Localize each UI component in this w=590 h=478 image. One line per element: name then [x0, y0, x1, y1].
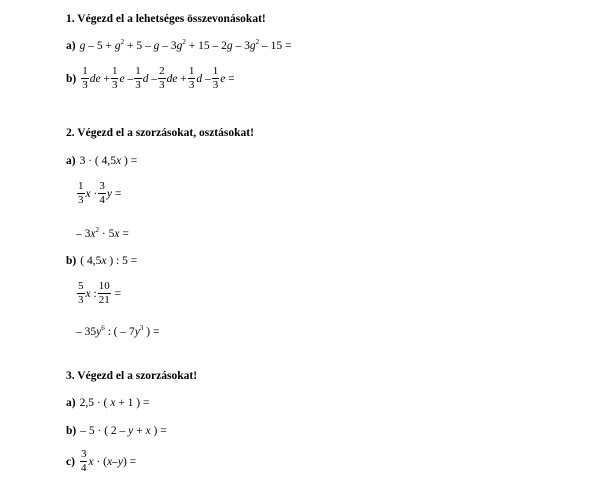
task3-heading: 3. Végezd el a szorzásokat!: [66, 370, 198, 382]
task3-a: [66, 397, 149, 409]
task3-b: [66, 425, 167, 437]
task1-b-label: b): [66, 72, 77, 85]
task1-a-expression: $g - 5 + g^2 + 5 - g - 3g^2 + 15 - 2g - 3g^2 - 15$ =: [79, 38, 292, 52]
task3-a-expression: 2,5 · ( x + 1 ) =: [79, 397, 150, 409]
task2-a-sub2: – $3x^2 \cdot 5x$ =: [76, 226, 129, 240]
task3-c-label: c): [66, 455, 75, 468]
task2-b-sub2: – $35y^6$ : ( – $7y^3$ ) =: [76, 324, 160, 338]
task2-a-label: a): [66, 155, 76, 167]
task2-heading: 2. Végezd el a szorzásokat, osztásokat!: [66, 127, 254, 139]
task3-b-expression: – 5 · ( 2 – y + x ) =: [80, 425, 167, 437]
task2-a-sub1: $\frac{1}{3}$ x · $\frac{3}{4}$ y =: [78, 180, 122, 206]
task2-b-expression: ( 4,5x ) : 5 =: [80, 255, 138, 267]
task3-c: [66, 449, 136, 474]
task2-b-sub1: $\frac{5}{3}$ x : $\frac{10}{21}$ =: [78, 280, 122, 306]
task2-a-expression: 3 · ( 4,5x ) =: [79, 155, 138, 167]
task2-b-label: b): [66, 255, 77, 267]
task3-c-expression: $\frac{3}{4}$ x · ( x – y ) =: [80, 448, 137, 474]
task3-a-label: a): [66, 397, 76, 409]
task1-a-label: a): [66, 40, 76, 52]
task2-b: [66, 255, 137, 267]
task1-heading: 1. Végezd el a lehetséges összevonásokat!: [66, 13, 266, 25]
task1-b: [66, 66, 235, 91]
task1-a: [66, 40, 291, 52]
task1-b-expression: $\frac{1}{3}$ de + $\frac{1}{3}$ e – $\frac{1}{3}$ d – $\frac{2}{3}$ de + $\frac{1}{3}$ d – $\frac{1}{3}$ e =: [82, 65, 235, 91]
task2-a: [66, 155, 137, 167]
task3-b-label: b): [66, 425, 77, 437]
